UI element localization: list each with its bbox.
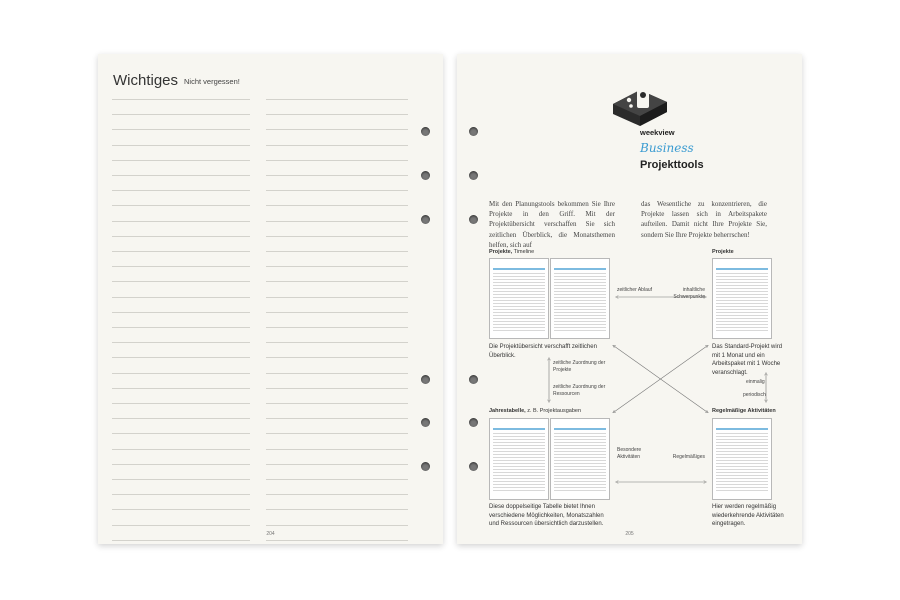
ruled-line xyxy=(266,357,408,358)
label-regelmaessige: Regelmäßige Aktivitäten xyxy=(712,408,776,414)
right-page xyxy=(457,54,802,544)
ruled-line xyxy=(112,221,250,222)
ruled-line xyxy=(266,129,408,130)
brand-business: Business xyxy=(640,141,694,155)
ruled-line xyxy=(112,251,250,252)
ruled-line xyxy=(266,433,408,434)
punch-hole xyxy=(421,375,430,384)
ruled-line xyxy=(112,525,250,526)
punch-hole xyxy=(421,127,430,136)
ruled-line xyxy=(112,494,250,495)
punch-hole xyxy=(421,215,430,224)
caption-projekte: Das Standard-Projekt wird mit 1 Monat und ein Arbeitspaket mit 1 Woche veranschlagt. xyxy=(712,344,783,376)
caption-regelmaessige: Hier werden regelmäßig wiederkehrende Aktivitäten eingetragen. xyxy=(712,504,784,527)
ruled-line xyxy=(266,373,408,374)
arrow-label-inhaltliche-schwerpunkte: inhaltliche Schwerpunkte xyxy=(673,287,705,300)
ruled-line xyxy=(266,99,408,100)
ruled-line xyxy=(266,540,408,541)
ruled-line xyxy=(112,160,250,161)
intro-column-2: das Wesentliche zu konzentrieren, die Projekte lassen sich in Arbeitspakete aufteilen. Damit nicht Ihre Projekte Sie, sondern Sie Ihre Projekte beherrschen! xyxy=(641,200,767,239)
ruled-line xyxy=(112,266,250,267)
punch-hole xyxy=(469,215,478,224)
ruled-line xyxy=(266,145,408,146)
ruled-line xyxy=(266,525,408,526)
ruled-line xyxy=(112,403,250,404)
ruled-line xyxy=(112,464,250,465)
ruled-line xyxy=(112,509,250,510)
ruled-line xyxy=(112,281,250,282)
ruled-line xyxy=(266,281,408,282)
left-page xyxy=(98,54,443,544)
ruled-line xyxy=(112,342,250,343)
page-number: 205 xyxy=(625,531,634,537)
ruled-line xyxy=(112,129,250,130)
ruled-line xyxy=(266,236,408,237)
ruled-line xyxy=(112,479,250,480)
punch-hole xyxy=(421,462,430,471)
arrow-label-periodisch: periodisch xyxy=(743,392,766,398)
intro-column-1: Mit den Planungstools bekommen Sie Ihre Projekte in den Griff. Mit der Projektübersicht verschaffen Sie sich zeitlichen Überblick, die Monatsthemen helfen, sich auf xyxy=(489,200,615,249)
ruled-line xyxy=(266,175,408,176)
ruled-line xyxy=(112,540,250,541)
ruled-line xyxy=(266,266,408,267)
ruled-line xyxy=(112,190,250,191)
ruled-line xyxy=(112,312,250,313)
ruled-line xyxy=(112,297,250,298)
punch-hole xyxy=(469,462,478,471)
punch-hole xyxy=(469,127,478,136)
brand-projekttools: Projekttools xyxy=(640,159,704,171)
ruled-line xyxy=(112,175,250,176)
ruled-line xyxy=(112,418,250,419)
ruled-line xyxy=(112,357,250,358)
ruled-line xyxy=(266,449,408,450)
ruled-line xyxy=(112,145,250,146)
punch-hole xyxy=(469,375,478,384)
ruled-line xyxy=(266,464,408,465)
arrow-label-zuordnung-projekte: zeitliche Zuordnung der Projekte xyxy=(553,360,606,373)
ruled-line xyxy=(266,251,408,252)
ruled-line xyxy=(112,388,250,389)
connector-arrows-icon xyxy=(457,54,802,544)
ruled-line xyxy=(266,403,408,404)
ruled-line xyxy=(266,312,408,313)
ruled-line xyxy=(266,509,408,510)
ruled-line xyxy=(112,99,250,100)
ruled-line xyxy=(112,449,250,450)
page-title: Wichtiges xyxy=(113,72,179,89)
ruled-line xyxy=(112,236,250,237)
ruled-line xyxy=(266,327,408,328)
ruled-line xyxy=(266,190,408,191)
arrow-label-zuordnung-ressourcen: zeitliche Zuordnung der Ressourcen xyxy=(553,384,606,397)
ruled-line xyxy=(266,221,408,222)
punch-hole xyxy=(421,418,430,427)
ruled-line xyxy=(112,205,250,206)
ruled-line xyxy=(112,327,250,328)
ruled-line xyxy=(112,433,250,434)
punch-hole xyxy=(421,171,430,180)
arrow-label-einmalig: einmalig xyxy=(746,379,765,385)
ruled-line xyxy=(112,373,250,374)
arrow-label-besondere-aktivitaeten: Besondere Aktivitäten xyxy=(617,447,642,460)
label-projekte-timeline: Projekte, Timeline xyxy=(489,249,535,255)
ruled-line xyxy=(266,494,408,495)
ruled-line xyxy=(266,205,408,206)
ruled-line xyxy=(266,342,408,343)
brand-weekview: weekview xyxy=(640,128,675,137)
ruled-line xyxy=(112,114,250,115)
ruled-line xyxy=(266,388,408,389)
label-jahrestabelle: Jahrestabelle, z. B. Projektausgaben xyxy=(489,408,582,414)
ruled-line xyxy=(266,160,408,161)
arrow-label-regelmaessiges: Regelmäßiges xyxy=(672,454,705,460)
punch-hole xyxy=(469,418,478,427)
caption-timeline: Die Projektübersicht verschafft zeitlichen Überblick. xyxy=(489,344,597,359)
page-subtitle: Nicht vergessen! xyxy=(184,77,240,86)
punch-hole xyxy=(469,171,478,180)
page-number: 204 xyxy=(266,531,275,537)
ruled-line xyxy=(266,114,408,115)
arrow-label-zeitlicher-ablauf: zeitlicher Ablauf xyxy=(617,287,653,293)
label-projekte: Projekte xyxy=(712,249,734,255)
ruled-line xyxy=(266,297,408,298)
caption-jahrestabelle: Diese doppelseitige Tabelle bietet Ihnen verschiedene Möglichkeiten, Monatszahlen und Ressourcen übersichtlich darzustellen. xyxy=(489,504,604,527)
ruled-line xyxy=(266,479,408,480)
ruled-line xyxy=(266,418,408,419)
